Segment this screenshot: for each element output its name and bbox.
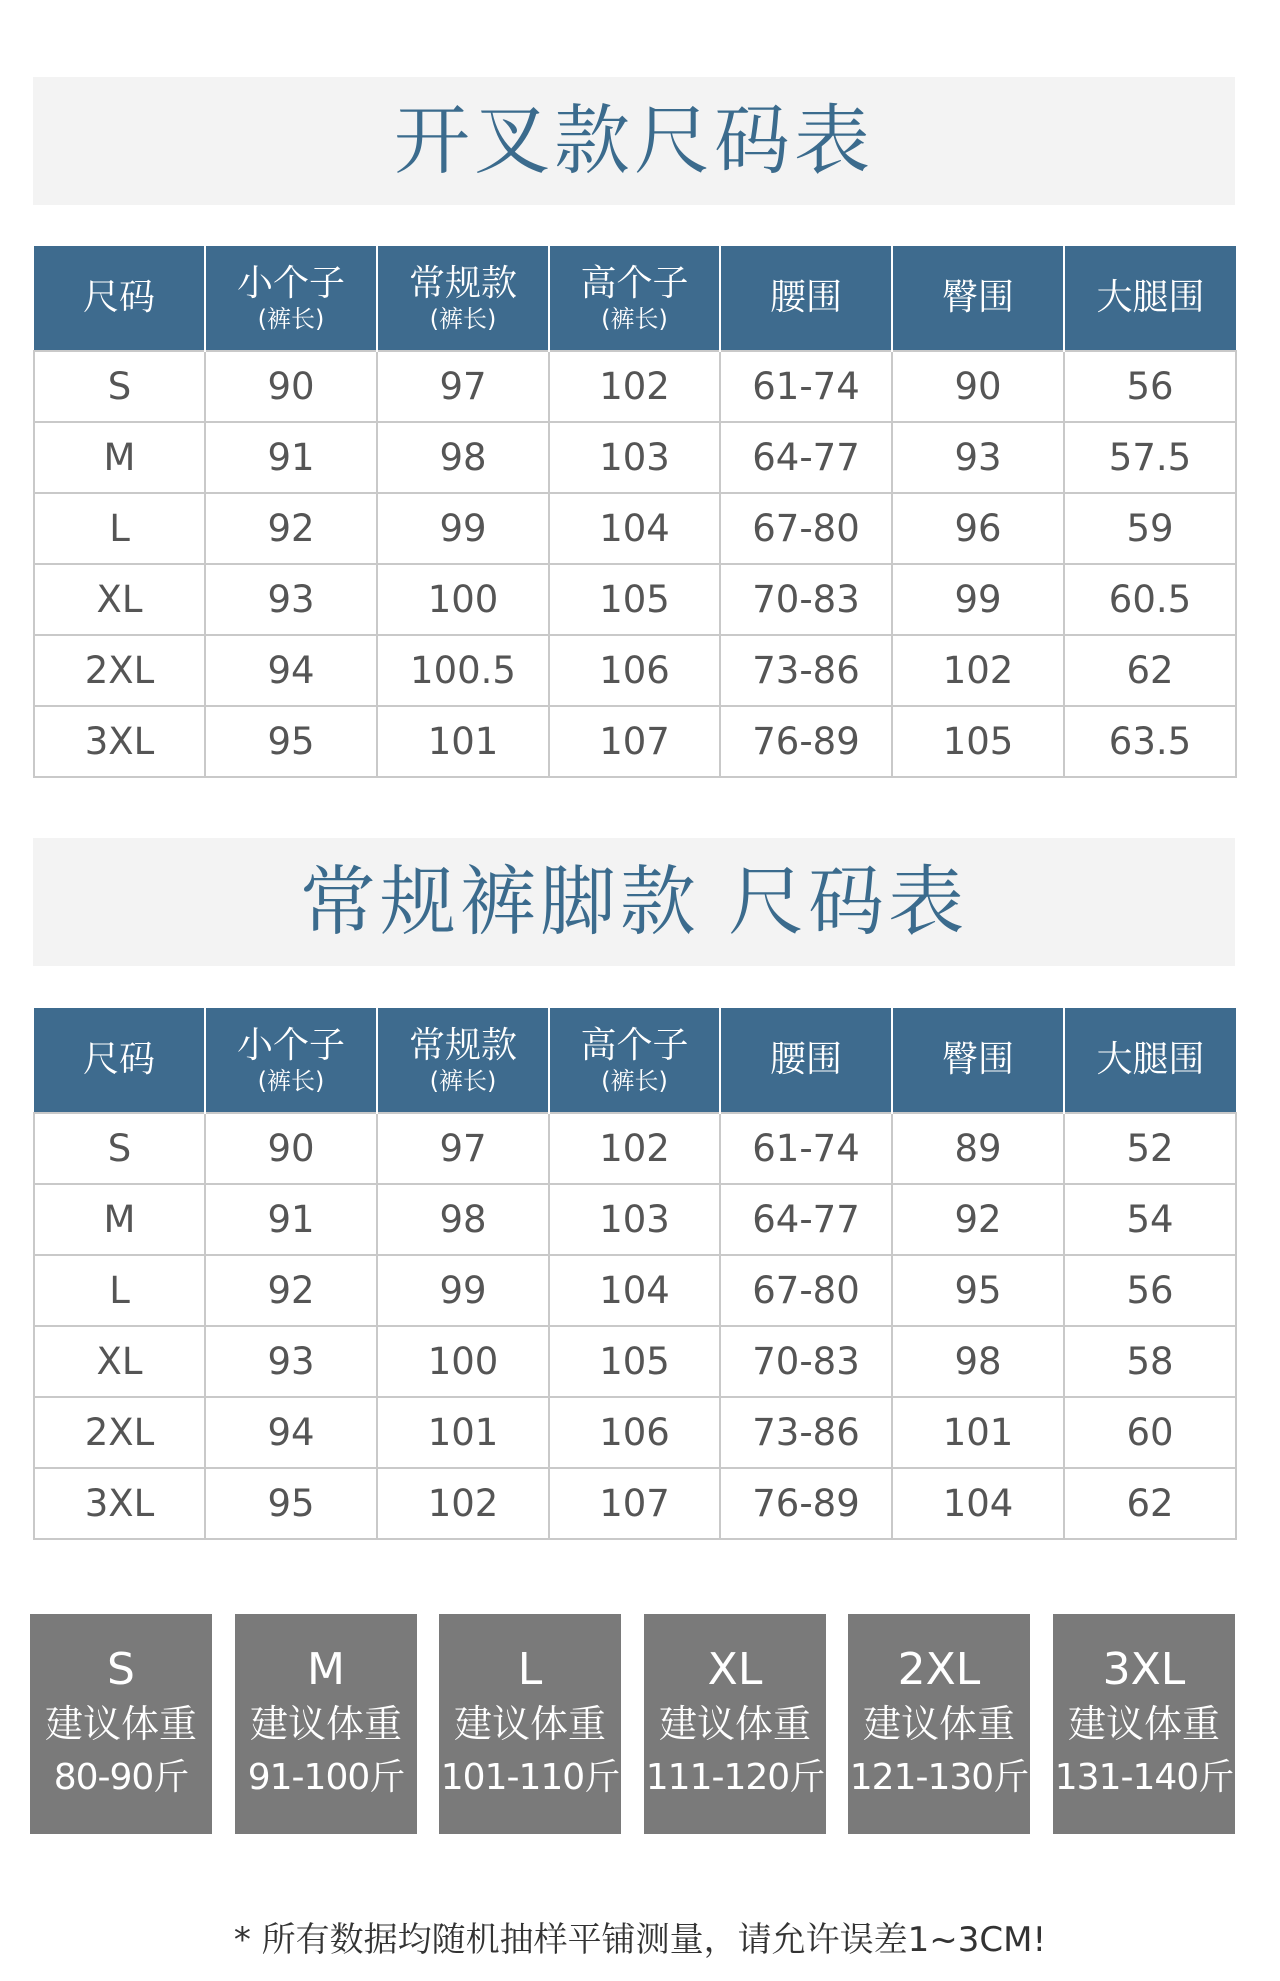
header-tall: 高个子 (裤长): [549, 246, 720, 351]
measurement-cell: 100: [377, 1326, 549, 1397]
weight-card-size: 3XL: [1102, 1644, 1186, 1695]
measurement-cell: 99: [377, 493, 549, 564]
measurement-cell: 64-77: [720, 422, 892, 493]
weight-card-xl: [644, 1614, 826, 1834]
measurement-cell: 99: [377, 1255, 549, 1326]
header-petite: 小个子 (裤长): [205, 1008, 377, 1113]
header-regular: 常规款 (裤长): [377, 246, 549, 351]
weight-card-size: L: [517, 1644, 543, 1695]
measurement-cell: 67-80: [720, 493, 892, 564]
table-row: [34, 1326, 1236, 1397]
size-cell: M: [34, 1184, 205, 1255]
measurement-cell: 102: [892, 635, 1064, 706]
table-row: [34, 422, 1236, 493]
table1-title-banner: [33, 77, 1235, 205]
measurement-cell: 56: [1064, 1255, 1236, 1326]
measurement-cell: 102: [549, 351, 720, 422]
weight-card-s: [30, 1614, 212, 1834]
measurement-cell: 58: [1064, 1326, 1236, 1397]
measurement-cell: 62: [1064, 635, 1236, 706]
measurement-cell: 95: [892, 1255, 1064, 1326]
measurement-cell: 70-83: [720, 1326, 892, 1397]
header-petite: 小个子 (裤长): [205, 246, 377, 351]
header-waist: 腰围: [720, 1008, 892, 1113]
measurement-cell: 100: [377, 564, 549, 635]
measurement-cell: 64-77: [720, 1184, 892, 1255]
size-cell: S: [34, 1113, 205, 1184]
size-cell: XL: [34, 564, 205, 635]
measurement-cell: 98: [377, 1184, 549, 1255]
header-waist: 腰围: [720, 246, 892, 351]
header-size: 尺码: [34, 246, 205, 351]
table-header-row: [34, 1008, 1236, 1113]
weight-card-label: 建议体重: [862, 1702, 1015, 1746]
weight-card-size: 2XL: [897, 1644, 981, 1695]
table-row: [34, 635, 1236, 706]
weight-card-label: 建议体重: [44, 1702, 197, 1746]
measurement-cell: 107: [549, 1468, 720, 1539]
measurement-cell: 97: [377, 351, 549, 422]
measurement-cell: 52: [1064, 1113, 1236, 1184]
weight-card-label: 建议体重: [1067, 1702, 1220, 1746]
weight-card-label: 建议体重: [453, 1702, 606, 1746]
size-table-regular-hem: [33, 1008, 1237, 1540]
measurement-cell: 90: [205, 351, 377, 422]
table2-title-banner: [33, 838, 1235, 966]
table-row: [34, 564, 1236, 635]
weight-card-3xl: [1053, 1614, 1235, 1834]
measurement-cell: 106: [549, 635, 720, 706]
size-cell: 2XL: [34, 1397, 205, 1468]
size-cell: L: [34, 1255, 205, 1326]
table-row: [34, 706, 1236, 777]
measurement-cell: 104: [892, 1468, 1064, 1539]
measurement-cell: 92: [205, 493, 377, 564]
measurement-cell: 93: [892, 422, 1064, 493]
measurement-cell: 101: [377, 706, 549, 777]
measurement-cell: 104: [549, 493, 720, 564]
measurement-footnote: * 所有数据均随机抽样平铺测量，请允许误差1~3CM!: [233, 1920, 1047, 1960]
measurement-cell: 102: [549, 1113, 720, 1184]
table-row: [34, 1184, 1236, 1255]
measurement-cell: 93: [205, 564, 377, 635]
measurement-cell: 106: [549, 1397, 720, 1468]
weight-card-l: [439, 1614, 621, 1834]
measurement-cell: 92: [892, 1184, 1064, 1255]
measurement-cell: 97: [377, 1113, 549, 1184]
weight-card-label: 建议体重: [658, 1702, 811, 1746]
weight-card-size: XL: [707, 1644, 763, 1695]
table-row: [34, 493, 1236, 564]
weight-card-range: 131-140斤: [1054, 1757, 1234, 1798]
measurement-cell: 94: [205, 1397, 377, 1468]
measurement-cell: 101: [892, 1397, 1064, 1468]
measurement-cell: 73-86: [720, 1397, 892, 1468]
header-regular: 常规款 (裤长): [377, 1008, 549, 1113]
measurement-cell: 90: [205, 1113, 377, 1184]
header-thigh: 大腿围: [1064, 1008, 1236, 1113]
measurement-cell: 98: [892, 1326, 1064, 1397]
size-cell: S: [34, 351, 205, 422]
table2-title: 常规裤脚款 尺码表: [299, 857, 969, 946]
measurement-cell: 70-83: [720, 564, 892, 635]
measurement-cell: 63.5: [1064, 706, 1236, 777]
table1-title: 开叉款尺码表: [394, 96, 874, 185]
weight-card-size: S: [107, 1644, 135, 1695]
table-row: [34, 1255, 1236, 1326]
size-cell: L: [34, 493, 205, 564]
measurement-cell: 67-80: [720, 1255, 892, 1326]
measurement-cell: 105: [549, 564, 720, 635]
measurement-cell: 73-86: [720, 635, 892, 706]
weight-card-label: 建议体重: [249, 1702, 402, 1746]
measurement-cell: 98: [377, 422, 549, 493]
table-row: [34, 1113, 1236, 1184]
header-hip: 臀围: [892, 1008, 1064, 1113]
measurement-cell: 60: [1064, 1397, 1236, 1468]
measurement-cell: 96: [892, 493, 1064, 564]
weight-recommendation-row: [30, 1614, 1236, 1834]
header-hip: 臀围: [892, 246, 1064, 351]
weight-card-range: 91-100斤: [247, 1757, 405, 1798]
measurement-cell: 92: [205, 1255, 377, 1326]
table-header-row: [34, 246, 1236, 351]
measurement-cell: 89: [892, 1113, 1064, 1184]
header-tall: 高个子 (裤长): [549, 1008, 720, 1113]
measurement-cell: 101: [377, 1397, 549, 1468]
measurement-cell: 76-89: [720, 706, 892, 777]
measurement-cell: 91: [205, 1184, 377, 1255]
measurement-cell: 59: [1064, 493, 1236, 564]
measurement-cell: 102: [377, 1468, 549, 1539]
size-cell: M: [34, 422, 205, 493]
weight-card-2xl: [848, 1614, 1030, 1834]
measurement-cell: 91: [205, 422, 377, 493]
measurement-cell: 94: [205, 635, 377, 706]
size-cell: 3XL: [34, 1468, 205, 1539]
measurement-cell: 60.5: [1064, 564, 1236, 635]
weight-card-m: [235, 1614, 417, 1834]
measurement-cell: 105: [549, 1326, 720, 1397]
weight-card-size: M: [307, 1644, 345, 1695]
table-row: [34, 351, 1236, 422]
measurement-cell: 62: [1064, 1468, 1236, 1539]
measurement-cell: 76-89: [720, 1468, 892, 1539]
weight-card-range: 111-120斤: [645, 1757, 825, 1798]
measurement-cell: 56: [1064, 351, 1236, 422]
measurement-cell: 61-74: [720, 351, 892, 422]
size-table-slit: [33, 246, 1237, 778]
measurement-cell: 95: [205, 1468, 377, 1539]
weight-card-range: 80-90斤: [53, 1757, 189, 1798]
header-thigh: 大腿围: [1064, 246, 1236, 351]
measurement-cell: 99: [892, 564, 1064, 635]
measurement-cell: 104: [549, 1255, 720, 1326]
size-cell: XL: [34, 1326, 205, 1397]
measurement-cell: 54: [1064, 1184, 1236, 1255]
measurement-cell: 107: [549, 706, 720, 777]
measurement-cell: 100.5: [377, 635, 549, 706]
size-cell: 2XL: [34, 635, 205, 706]
measurement-cell: 90: [892, 351, 1064, 422]
measurement-cell: 61-74: [720, 1113, 892, 1184]
table-row: [34, 1397, 1236, 1468]
table-row: [34, 1468, 1236, 1539]
weight-card-range: 121-130斤: [849, 1757, 1029, 1798]
size-cell: 3XL: [34, 706, 205, 777]
measurement-cell: 103: [549, 422, 720, 493]
weight-card-range: 101-110斤: [440, 1757, 620, 1798]
measurement-cell: 95: [205, 706, 377, 777]
header-size: 尺码: [34, 1008, 205, 1113]
measurement-cell: 57.5: [1064, 422, 1236, 493]
measurement-cell: 93: [205, 1326, 377, 1397]
measurement-cell: 105: [892, 706, 1064, 777]
measurement-cell: 103: [549, 1184, 720, 1255]
